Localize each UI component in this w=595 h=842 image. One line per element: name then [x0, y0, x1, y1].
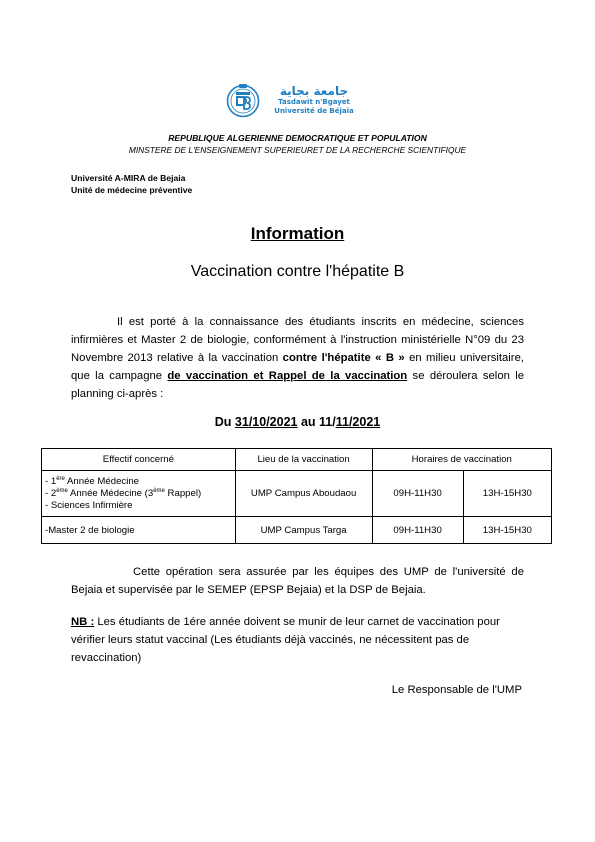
- university-name: Université A-MIRA de Bejaia: [71, 173, 186, 183]
- republic-heading: REPUBLIQUE ALGERIENNE DEMOCRATIQUE ET POPULATION: [168, 133, 427, 143]
- effectif-line-1: [45, 476, 232, 488]
- row2-horaire-apres-midi: 13H-15H30: [463, 517, 551, 544]
- intro-text-c: se déroulera selon le planning ci-après :: [71, 370, 525, 400]
- unit-name: Unité de médecine préventive: [71, 185, 193, 195]
- header-horaires: Horaires de vaccination: [372, 449, 551, 471]
- header-lieu: Lieu de la vaccination: [235, 449, 372, 471]
- row2-horaire-matin: 09H-11H30: [372, 517, 463, 544]
- supervision-paragraph: Cette opération sera assurée par les équipes des UMP de l'université de Bejaia et supervisée par le SEMEP (EPSP Bejaia) et la DSP de Bejaia.: [71, 566, 524, 596]
- row1-effectif: [42, 471, 236, 517]
- table-header-row: [42, 449, 552, 471]
- nb-text: Les étudiants de 1ére année doivent se munir de leur carnet de vaccination pour vérifier leurs statut vaccinal (Les étudiants déjà vaccinés, ne nécessitent pas de revaccination): [71, 616, 500, 664]
- line2-sup2: ème: [153, 487, 165, 494]
- date-end-a: 11/: [319, 415, 336, 429]
- date-start-day: 31: [234, 415, 249, 429]
- row1-horaire-matin: 09H-11H30: [372, 471, 463, 517]
- intro-paragraph: [71, 313, 524, 403]
- effectif-line-3: [45, 500, 232, 512]
- intro-text-a: Il est porté à la connaissance des étudiants inscrits en médecine, sciences infirmières et Master 2 de biologie, conformément à l'instruction ministérielle N°09 du 23 Novembre 2013 relative à la vaccination: [71, 316, 524, 364]
- logo-line-1: Tasdawit n'Bgayet: [278, 98, 350, 106]
- row1-lieu: UMP Campus Aboudaou: [235, 471, 372, 517]
- table-row: [42, 517, 552, 544]
- line1-text: Année Médecine: [64, 475, 140, 487]
- campaign-dates: [0, 415, 595, 429]
- university-logo: [226, 82, 366, 120]
- row1-horaire-apres-midi: 13H-15H30: [463, 471, 551, 517]
- nb-label: NB :: [71, 616, 95, 628]
- logo-text: [264, 84, 364, 115]
- line2-text: Année Médecine (3: [67, 487, 154, 499]
- page-subtitle: Vaccination contre l'hépatite B: [190, 263, 405, 280]
- row2-effectif: -Master 2 de biologie: [42, 517, 236, 544]
- intro-bold-hepatitis: contre l'hépatite « B »: [282, 352, 405, 364]
- signature: Le Responsable de l'UMP: [391, 684, 522, 696]
- line1-sup: ère: [56, 475, 65, 482]
- nb-note: [71, 613, 526, 667]
- line2-text2: Rappel): [164, 487, 202, 499]
- effectif-line-2: [45, 488, 232, 500]
- intro-text-b: en milieu universitaire, que la campagne: [71, 352, 524, 382]
- dates-du: Du: [214, 415, 235, 429]
- intro-campaign-emphasis: de vaccination et Rappel de la vaccination: [167, 370, 408, 382]
- row2-lieu: UMP Campus Targa: [235, 517, 372, 544]
- line1-prefix: - 1: [45, 475, 57, 487]
- date-end-c: /2021: [348, 415, 381, 429]
- vaccination-schedule-table: [41, 448, 552, 544]
- logo-arabic: جامعة بجاية: [279, 84, 349, 98]
- line2-prefix: - 2: [45, 487, 57, 499]
- university-emblem-icon: [226, 82, 260, 120]
- header-effectif: Effectif concerné: [42, 449, 236, 471]
- dates-au: au: [297, 415, 320, 429]
- page-title: Information: [250, 224, 345, 243]
- logo-line-2: Université de Béjaïa: [274, 107, 354, 115]
- line2-sup: ème: [56, 487, 68, 494]
- line3-text: - Sciences Infirmière: [45, 499, 133, 511]
- date-end-b: 11: [335, 415, 349, 429]
- ministry-heading: MINSTERE DE L'ENSEIGNEMENT SUPERIEURET DE LA RECHERCHE SCIENTIFIQUE: [128, 145, 467, 155]
- date-start-rest: /10/2021: [248, 415, 298, 429]
- table-row: [42, 471, 552, 517]
